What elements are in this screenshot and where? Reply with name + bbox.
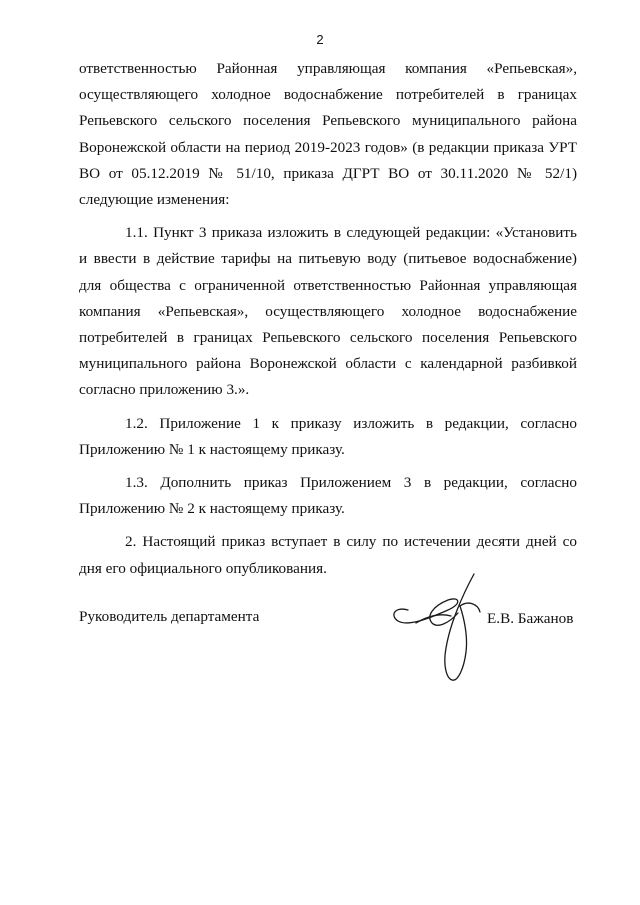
paragraph-continuation: ответственностью Районная управляющая компания «Репьевская», осуществляющего холодное водоснабжение потребителей в границах Репьевского сельского поселения Репьевского муниципального района Воронежской области на период 2019-2023 годов» (в редакции приказа УРТ ВО от 05.12.2019 № 51/10, приказа ДГРТ ВО от 30.11.2020 № 52/1) следующие изменения:: [79, 60, 577, 209]
paragraph-1-1: 1.1. Пункт 3 приказа изложить в следующей редакции: «Установить и ввести в действие тарифы на питьевую воду (питьевое водоснабжение) для общества с ограниченной ответственностью Районная управляющая компания «Репьевская», осуществляющего холодное водоснабжение потребителей в границах Репьевского сельского поселения Репьевского муниципального района Воронежской области с календарной разбивкой согласно приложению 3.».: [79, 224, 577, 399]
paragraph-2: 2. Настоящий приказ вступает в силу по истечении десяти дней со дня его официального опубликования.: [79, 533, 577, 577]
handwritten-signature: [388, 566, 498, 684]
paragraph-1-2: 1.2. Приложение 1 к приказу изложить в редакции, согласно Приложению № 1 к настоящему приказу.: [79, 414, 577, 458]
document-body: [79, 56, 577, 582]
signatory-name: Е.В. Бажанов: [487, 610, 574, 627]
paragraph-1-3: 1.3. Дополнить приказ Приложением 3 в редакции, согласно Приложению № 2 к настоящему приказу.: [79, 474, 577, 518]
page-number: 2: [316, 32, 324, 47]
signatory-position: Руководитель департамента: [79, 608, 260, 625]
